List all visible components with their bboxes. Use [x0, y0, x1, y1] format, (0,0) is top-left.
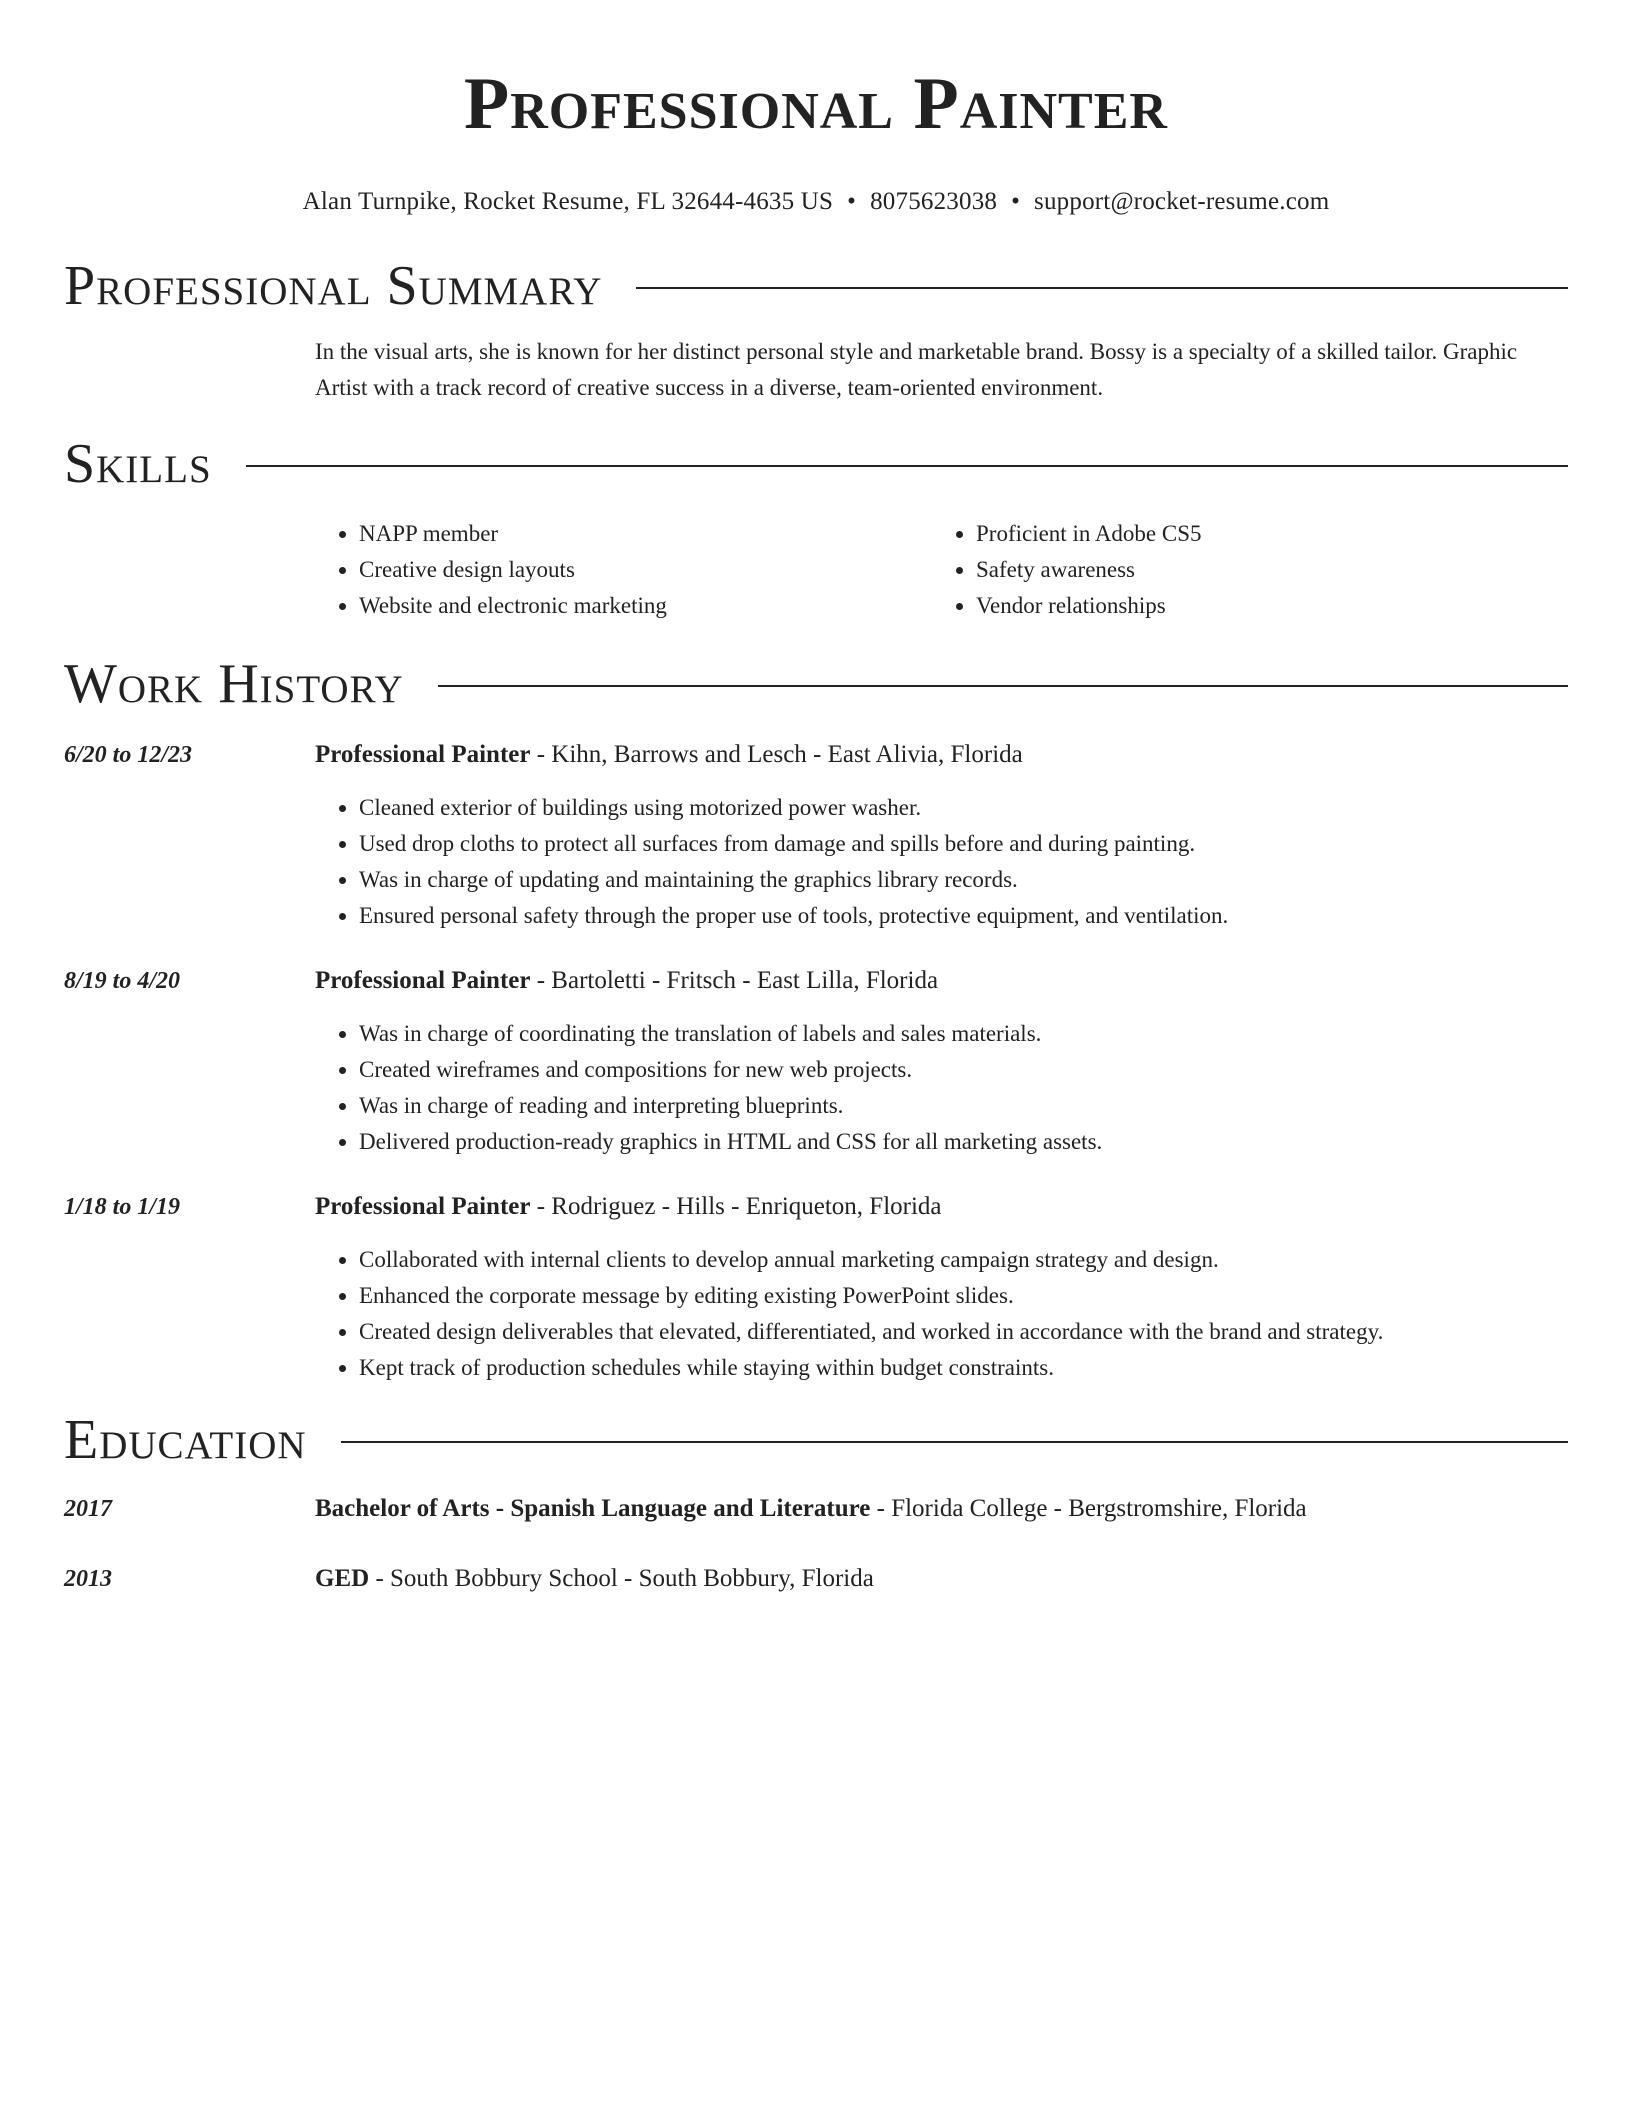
skills-column-right	[932, 516, 1549, 624]
resume-title: Professional Painter	[464, 63, 1168, 145]
skill-item: • NAPP member	[359, 516, 932, 552]
education-school: - South Bobbury School - South Bobbury, Florida	[369, 1565, 874, 1592]
skill-item: • Creative design layouts	[359, 552, 932, 588]
education-year: 2013	[64, 1566, 112, 1592]
job-bullet: • Was in charge of coordinating the translation of labels and sales materials.	[359, 1016, 1568, 1052]
skill-item: • Proficient in Adobe CS5	[976, 516, 1549, 552]
job-entry	[64, 738, 1568, 934]
education-entry	[64, 1492, 1568, 1526]
education-degree: Bachelor of Arts - Spanish Language and Literature	[315, 1495, 871, 1522]
education-section-header	[64, 1408, 1568, 1472]
job-dates: 1/18 to 1/19	[64, 1194, 181, 1220]
education-heading-line	[315, 1492, 1568, 1526]
work-history-heading: Work History	[64, 653, 404, 715]
skills-list	[315, 516, 1568, 624]
job-employer: - Rodriguez - Hills - Enriqueton, Florida	[530, 1193, 942, 1220]
education-year: 2017	[64, 1496, 112, 1522]
job-bullet: • Used drop cloths to protect all surfaces from damage and spills before and during painting.	[359, 826, 1568, 862]
education-degree: GED	[315, 1565, 370, 1592]
job-title: Professional Painter	[315, 1193, 531, 1220]
job-heading	[315, 738, 1568, 772]
section-divider	[438, 685, 1568, 687]
job-bullet: • Enhanced the corporate message by editing existing PowerPoint slides.	[359, 1278, 1568, 1314]
contact-phone: 8075623038	[870, 188, 998, 215]
summary-heading: Professional Summary	[64, 255, 603, 317]
job-bullet: • Cleaned exterior of buildings using motorized power washer.	[359, 790, 1568, 826]
job-bullet: • Collaborated with internal clients to develop annual marketing campaign strategy and design.	[359, 1242, 1568, 1278]
skills-section-header	[64, 432, 1568, 496]
job-entry	[64, 964, 1568, 1160]
contact-address: Alan Turnpike, Rocket Resume, FL 32644-4635 US	[302, 188, 834, 215]
skill-item: • Safety awareness	[976, 552, 1549, 588]
contact-separator: •	[1011, 188, 1021, 215]
job-bullet: • Created design deliverables that elevated, differentiated, and worked in accordance with the brand and strategy.	[359, 1314, 1568, 1350]
skill-item: • Vendor relationships	[976, 588, 1549, 624]
job-bullet: • Ensured personal safety through the proper use of tools, protective equipment, and ventilation.	[359, 898, 1568, 934]
resume-page	[64, 60, 1568, 1596]
summary-section-header	[64, 254, 1568, 318]
skill-item: • Website and electronic marketing	[359, 588, 932, 624]
job-bullet: • Delivered production-ready graphics in HTML and CSS for all marketing assets.	[359, 1124, 1568, 1160]
education-heading-line	[315, 1562, 1568, 1596]
job-title: Professional Painter	[315, 741, 531, 768]
section-divider	[636, 287, 1568, 289]
section-divider	[341, 1441, 1568, 1443]
summary-text: In the visual arts, she is known for her distinct personal style and marketable brand. Bossy is a specialty of a skilled tailor. Graphic Artist with a track record of creative success in a diverse, team-oriented environment.	[315, 339, 1518, 400]
job-heading	[315, 1190, 1568, 1224]
job-heading	[315, 964, 1568, 998]
job-bullet: • Kept track of production schedules while staying within budget constraints.	[359, 1350, 1568, 1386]
job-bullet: • Created wireframes and compositions for new web projects.	[359, 1052, 1568, 1088]
education-entry	[64, 1562, 1568, 1596]
job-dates: 6/20 to 12/23	[64, 742, 193, 768]
contact-line	[64, 186, 1568, 218]
job-entry	[64, 1190, 1568, 1386]
education-heading: Education	[64, 1409, 307, 1471]
job-employer: - Kihn, Barrows and Lesch - East Alivia, Florida	[530, 741, 1023, 768]
section-divider	[246, 465, 1568, 467]
skills-column-left	[315, 516, 932, 624]
contact-separator: •	[847, 188, 857, 215]
job-title: Professional Painter	[315, 967, 531, 994]
education-school: - Florida College - Bergstromshire, Florida	[870, 1495, 1307, 1522]
skills-heading: Skills	[64, 433, 212, 495]
job-employer: - Bartoletti - Fritsch - East Lilla, Florida	[530, 967, 939, 994]
job-bullet: • Was in charge of updating and maintaining the graphics library records.	[359, 862, 1568, 898]
work-history-section-header	[64, 652, 1568, 716]
job-bullet: • Was in charge of reading and interpreting blueprints.	[359, 1088, 1568, 1124]
contact-email: support@rocket-resume.com	[1034, 188, 1330, 215]
job-dates: 8/19 to 4/20	[64, 968, 181, 994]
